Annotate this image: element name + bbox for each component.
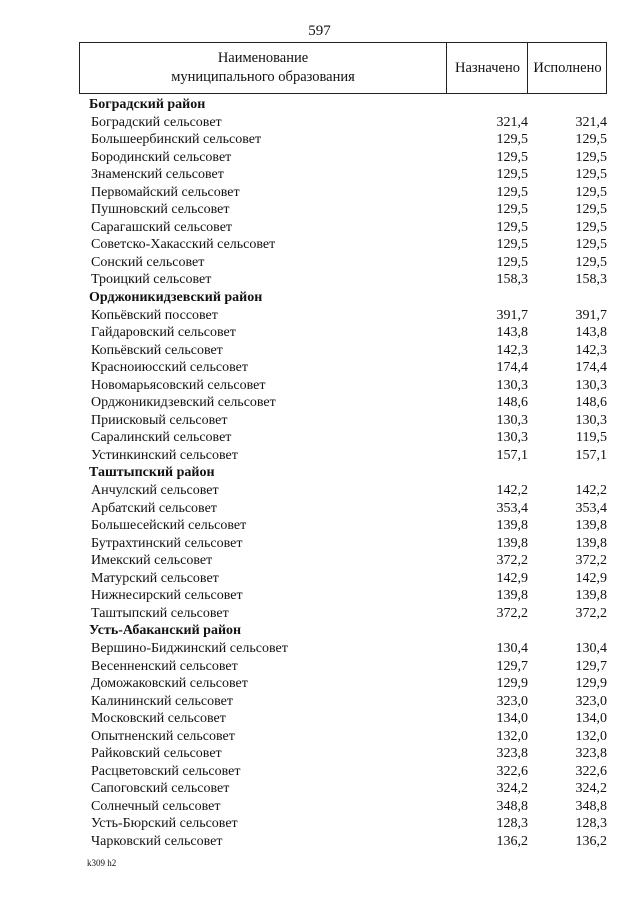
assigned-value: 174,4 [496,360,528,376]
executed-value: 148,6 [575,395,607,411]
municipality-name: Матурский сельсовет [91,570,219,586]
assigned-value: 129,5 [496,237,528,253]
executed-value: 142,2 [575,483,607,499]
executed-value: 324,2 [575,781,607,797]
assigned-value: 130,3 [496,377,528,393]
executed-value: 129,5 [575,132,607,148]
district-name: Орджоникидзевский район [89,290,263,306]
table-row [0,254,639,272]
executed-value: 136,2 [575,833,607,849]
assigned-value: 132,0 [496,728,528,744]
table-row [0,570,639,588]
assigned-value: 129,5 [496,184,528,200]
executed-value: 142,9 [575,570,607,586]
municipality-name: Бородинский сельсовет [91,149,232,165]
table-row [0,184,639,202]
assigned-value: 372,2 [496,605,528,621]
executed-value: 130,4 [575,640,607,656]
header-assigned: Назначено [446,43,528,93]
table-row [0,517,639,535]
assigned-value: 391,7 [496,307,528,323]
assigned-value: 128,3 [496,816,528,832]
page-number: 597 [308,23,331,39]
table-row [0,500,639,518]
municipality-name: Первомайский сельсовет [91,184,240,200]
header-executed: Исполнено [527,43,607,93]
municipality-name: Бутрахтинский сельсовет [91,535,243,551]
table-row [0,658,639,676]
table-row [0,131,639,149]
executed-value: 321,4 [575,114,607,130]
executed-value: 129,5 [575,237,607,253]
assigned-value: 321,4 [496,114,528,130]
table-row [0,552,639,570]
assigned-value: 129,5 [496,219,528,235]
assigned-value: 129,5 [496,132,528,148]
table-row [0,587,639,605]
table-body [0,96,639,851]
municipality-name: Калининский сельсовет [91,693,233,709]
executed-value: 323,8 [575,746,607,762]
municipality-name: Имекский сельсовет [91,553,213,569]
executed-value: 134,0 [575,711,607,727]
district-heading-row [0,289,639,307]
assigned-value: 323,8 [496,746,528,762]
executed-value: 143,8 [575,325,607,341]
executed-value: 129,9 [575,676,607,692]
municipality-name: Большесейский сельсовет [91,518,247,534]
executed-value: 129,5 [575,219,607,235]
municipality-name: Таштыпский сельсовет [91,605,229,621]
assigned-value: 157,1 [496,447,528,463]
executed-value: 391,7 [575,307,607,323]
table-row [0,482,639,500]
table-row [0,429,639,447]
header-name-column [80,43,446,93]
assigned-value: 372,2 [496,553,528,569]
municipality-name: Райковский сельсовет [91,746,222,762]
table-row [0,166,639,184]
executed-value: 348,8 [575,798,607,814]
executed-value: 139,8 [575,588,607,604]
municipality-name: Копьёвский поссовет [91,307,218,323]
table-row [0,675,639,693]
assigned-value: 158,3 [496,272,528,288]
district-name: Боградский район [89,97,206,112]
table-row [0,780,639,798]
district-name: Усть-Абаканский район [89,623,242,639]
municipality-name: Гайдаровский сельсовет [91,325,236,341]
assigned-value: 143,8 [496,325,528,341]
municipality-name: Сапоговский сельсовет [91,781,230,797]
table-row [0,447,639,465]
municipality-name: Сарагашский сельсовет [91,219,233,235]
municipality-name: Доможаковский сельсовет [91,676,248,692]
assigned-value: 139,8 [496,535,528,551]
assigned-value: 324,2 [496,781,528,797]
table-row [0,535,639,553]
municipality-name: Советско-Хакасский сельсовет [91,237,276,253]
municipality-name: Устинкинский сельсовет [91,447,238,463]
table-row [0,394,639,412]
executed-value: 132,0 [575,728,607,744]
header-name-line2: муниципального образования [171,69,355,85]
municipality-name: Орджоникидзевский сельсовет [91,395,276,411]
executed-value: 322,6 [575,763,607,779]
executed-value: 323,0 [575,693,607,709]
table-row [0,763,639,781]
municipality-name: Большеербинский сельсовет [91,132,262,148]
table-row [0,693,639,711]
table-row [0,236,639,254]
table-row [0,201,639,219]
municipality-name: Усть-Бюрский сельсовет [91,816,238,832]
assigned-value: 129,5 [496,254,528,270]
executed-value: 129,5 [575,149,607,165]
executed-value: 129,5 [575,202,607,218]
municipality-name: Вершино-Биджинский сельсовет [91,640,288,656]
table-row [0,324,639,342]
municipality-name: Новомарьясовский сельсовет [91,377,266,393]
district-name: Таштыпский район [89,465,215,481]
executed-value: 158,3 [575,272,607,288]
assigned-value: 129,5 [496,202,528,218]
assigned-value: 139,8 [496,518,528,534]
executed-value: 174,4 [575,360,607,376]
assigned-value: 348,8 [496,798,528,814]
executed-value: 139,8 [575,518,607,534]
assigned-value: 148,6 [496,395,528,411]
municipality-name: Приисковый сельсовет [91,412,228,428]
assigned-value: 323,0 [496,693,528,709]
table-row [0,377,639,395]
district-heading-row [0,96,639,114]
municipality-name: Расцветовский сельсовет [91,763,241,779]
executed-value: 372,2 [575,553,607,569]
municipality-name: Троицкий сельсовет [91,272,212,288]
executed-value: 119,5 [576,430,607,446]
table-row [0,342,639,360]
executed-value: 130,3 [575,377,607,393]
executed-value: 142,3 [575,342,607,358]
municipality-name: Саралинский сельсовет [91,430,232,446]
executed-value: 129,5 [575,184,607,200]
municipality-name: Арбатский сельсовет [91,500,217,516]
table-row [0,114,639,132]
table-row [0,728,639,746]
assigned-value: 129,5 [496,167,528,183]
municipality-name: Весенненский сельсовет [91,658,238,674]
assigned-value: 142,3 [496,342,528,358]
executed-value: 139,8 [575,535,607,551]
table-row [0,359,639,377]
assigned-value: 130,4 [496,640,528,656]
municipality-name: Опытненский сельсовет [91,728,235,744]
municipality-name: Боградский сельсовет [91,114,222,130]
executed-value: 129,7 [575,658,607,674]
table-row [0,605,639,623]
assigned-value: 139,8 [496,588,528,604]
table-row [0,745,639,763]
executed-value: 129,5 [575,167,607,183]
table-row [0,149,639,167]
table-row [0,219,639,237]
executed-value: 157,1 [575,447,607,463]
executed-value: 353,4 [575,500,607,516]
footer-code: k309 h2 [87,858,117,868]
assigned-value: 353,4 [496,500,528,516]
assigned-value: 130,3 [496,412,528,428]
table-row [0,412,639,430]
executed-value: 128,3 [575,816,607,832]
executed-value: 129,5 [575,254,607,270]
assigned-value: 322,6 [496,763,528,779]
table-row [0,710,639,728]
municipality-name: Чарковский сельсовет [91,833,223,849]
assigned-value: 136,2 [496,833,528,849]
municipality-name: Анчулский сельсовет [91,483,219,499]
table-row [0,815,639,833]
assigned-value: 129,7 [496,658,528,674]
assigned-value: 129,9 [496,676,528,692]
assigned-value: 142,2 [496,483,528,499]
district-heading-row [0,464,639,482]
table-row [0,307,639,325]
municipality-name: Московский сельсовет [91,711,226,727]
table-row [0,640,639,658]
assigned-value: 142,9 [496,570,528,586]
municipality-name: Копьёвский сельсовет [91,342,223,358]
assigned-value: 134,0 [496,711,528,727]
table-row [0,833,639,851]
assigned-value: 130,3 [496,430,528,446]
table-header [79,42,607,94]
table-row [0,271,639,289]
municipality-name: Сонский сельсовет [91,254,205,270]
municipality-name: Красноиюсский сельсовет [91,360,248,376]
header-name-line1: Наименование [217,50,309,66]
table-row [0,798,639,816]
executed-value: 372,2 [575,605,607,621]
district-heading-row [0,622,639,640]
assigned-value: 129,5 [496,149,528,165]
executed-value: 130,3 [575,412,607,428]
municipality-name: Нижнесирский сельсовет [91,588,243,604]
municipality-name: Знаменский сельсовет [91,167,224,183]
municipality-name: Пушновский сельсовет [91,202,230,218]
municipality-name: Солнечный сельсовет [91,798,221,814]
